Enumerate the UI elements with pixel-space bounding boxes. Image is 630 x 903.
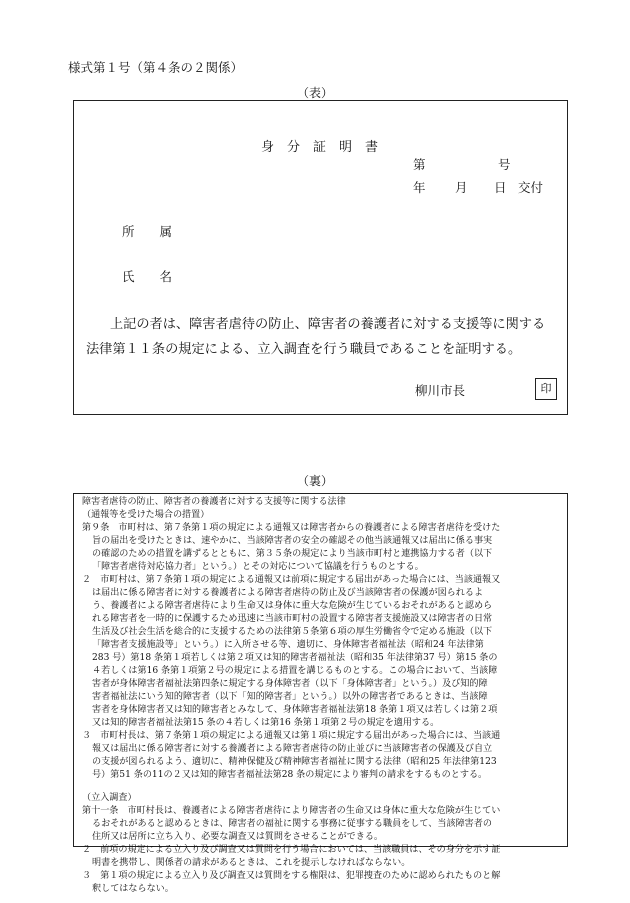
law-text-line: （通報等を受けた場合の措置）: [82, 510, 210, 520]
issue-year-label: 年: [413, 180, 426, 195]
seal-box: 印: [535, 378, 557, 400]
law-text-line: 号）第51 条の11の２又は知的障害者福祉法第28 条の規定により審判の請求をするものとする。: [92, 770, 488, 780]
law-text-line: [82, 782, 562, 792]
law-text-line: 第十一条 市町村長は、養護者による障害者虐待により障害者の生命又は身体に重大な危険が生じてい: [82, 806, 501, 816]
certificate-back: [73, 493, 568, 894]
certificate-title: 身 分 証 明 書: [261, 140, 379, 155]
issued-label: 交付: [518, 180, 544, 195]
name-label: 氏 名: [122, 269, 173, 284]
law-text-line: 住所又は居所に立ち入り、必要な調査又は質問をさせることができる。: [92, 832, 384, 842]
law-text-line: ３ 第１項の規定による立入り及び調査又は質問をする権限は、犯罪捜査のために認められたものと解: [82, 871, 501, 881]
form-title: 様式第１号（第４条の２関係）: [68, 60, 244, 75]
law-text-line: 釈してはならない。: [92, 884, 174, 894]
law-text-line: れる障害者を一時的に保護するため迅速に当該市町村の設置する障害者支援施設又は障害者の日常: [92, 614, 493, 624]
law-text-line: ３ 市町村長は、第７条第１項の規定による通報又は第１項に規定する届出があった場合には、当該通: [82, 731, 501, 741]
law-text-line: 生活及び社会生活を総合的に支援するための法律第５条第６項の厚生労働省令で定める施設（以下: [92, 627, 493, 637]
law-text-line: う、養護者による障害者虐待により生命又は身体に重大な危険が生じているおそれがあると認めら: [92, 601, 493, 611]
law-text-line: ２ 前項の規定による立入り及び調査又は質問を行う場合においては、当該職員は、その身分を示す証: [82, 845, 501, 855]
law-text-line: （立入調査）: [82, 793, 137, 803]
law-text-line: ４若しくは第16 条第１項第２号の規定による措置を講じるものとする。この場合において、当該障: [92, 666, 498, 676]
certificate-front: [73, 100, 568, 415]
law-text-line: 第９条 市町村は、第７条第１項の規定による通報又は障害者からの養護者による障害者虐待を受けた: [82, 523, 501, 533]
issuer-name: 柳川市長: [415, 383, 466, 398]
law-text-line: 旨の届出を受けたときは、速やかに、当該障害者の安全の確認その他当該通報又は届出に係る事実: [92, 536, 493, 546]
law-excerpt: [82, 496, 562, 896]
law-text-line: 283 号）第18 条第１項若しくは第２項又は知的障害者福祉法（昭和35 年法律第37 号）第15 条の: [92, 653, 498, 663]
number-prefix: 第: [413, 157, 426, 172]
law-text-line: 明書を携帯し、関係者の請求があるときは、これを提示しなければならない。: [92, 858, 411, 868]
issue-day-label: 日: [494, 180, 507, 195]
law-text-line: 害者が身体障害者福祉法第四条に規定する身体障害者（以下「身体障害者」という。）及び知的障: [92, 679, 488, 689]
law-text-line: ２ 市町村は、第７条第１項の規定による通報又は前項に規定する届出があった場合には、当該通報又: [82, 575, 501, 585]
law-text-line: の確認のための措置を講ずるとともに、第３５条の規定により当該市町村と連携協力する者（以下: [92, 549, 493, 559]
law-text-line: 障害者虐待の防止、障害者の養護者に対する支援等に関する法律: [82, 497, 346, 507]
number-suffix: 号: [498, 157, 511, 172]
front-side-label: （表）: [296, 86, 333, 100]
law-text-line: 害者を身体障害者又は知的障害者とみなして、身体障害者福祉法第18 条第１項又は若しくは第２項: [92, 705, 498, 715]
affiliation-label: 所 属: [122, 224, 173, 239]
law-text-line: は届出に係る障害者に対する養護者による障害者虐待の防止及び当該障害者の保護が図られるよ: [92, 588, 484, 598]
law-text-line: 害者福祉法にいう知的障害者（以下「知的障害者」という。）以外の障害者であるときは、当該障: [92, 692, 488, 702]
law-text-line: 「障害者虐待対応協力者」という。）とその対応について協議を行うものとする。: [92, 562, 424, 572]
issue-month-label: 月: [455, 180, 468, 195]
back-side-label: （裏）: [296, 474, 333, 488]
certification-statement-line2: 法律第１１条の規定による、立入調査を行う職員であることを証明する。: [86, 342, 522, 357]
law-text-line: 「障害者支援施設等」という。）に入所させる等、適切に、身体障害者福祉法（昭和24 年法律第: [92, 640, 484, 650]
law-text-line: 報又は届出に係る障害者に対する養護者による障害者虐待の防止並びに当該障害者の保護及び自立: [92, 744, 493, 754]
law-text-line: るおそれがあると認めるときは、障害者の福祉に関する事務に従事する職員をして、当該障害者の: [92, 819, 492, 829]
law-text-line: の支援が図られるよう、適切に、精神保健及び精神障害者福祉に関する法律（昭和25 年法律第123: [92, 757, 497, 767]
certification-statement-line1: 上記の者は、障害者虐待の防止、障害者の養護者に対する支援等に関する: [110, 317, 546, 332]
law-text-line: 又は知的障害者福祉法第15 条の４若しくは第16 条第１項第２号の規定を適用する。: [92, 718, 440, 728]
